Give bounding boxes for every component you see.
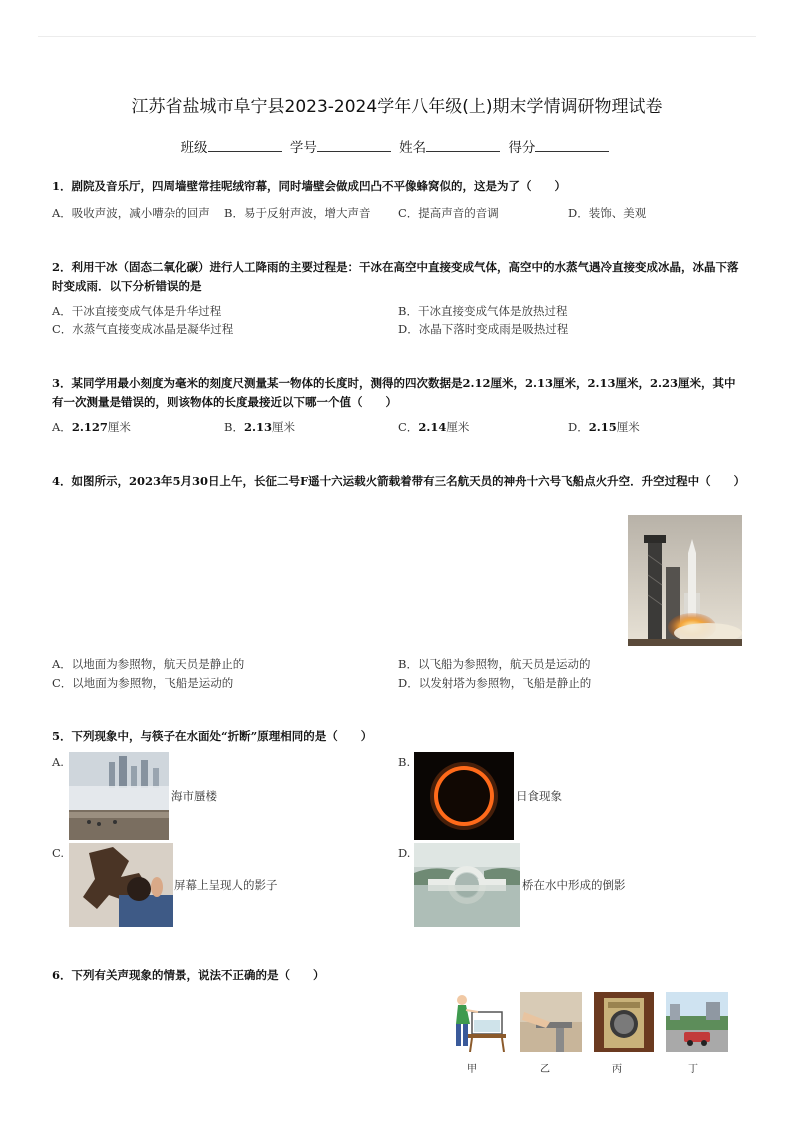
q3-b-unit: 厘米	[271, 420, 295, 434]
page-title: 江苏省盐城市阜宁县2023-2024学年八年级(上)期末学情调研物理试卷	[131, 97, 663, 117]
q4-option-a[interactable]: A．以地面为参照物，航天员是静止的	[52, 657, 245, 671]
q3-b-letter: B．	[224, 420, 244, 434]
question-4-stem: 4．如图所示，2023年5月30日上午，长征二号F遥十六运载火箭载着带有三名航天员的神舟十六号飞船点火升空．升空过程中（ ）	[52, 474, 746, 488]
id-blank[interactable]	[317, 139, 391, 152]
eclipse-image	[414, 752, 514, 840]
q3-a-unit: 厘米	[107, 420, 131, 434]
q3-option-c[interactable]	[398, 419, 469, 435]
question-1-stem: 1．剧院及音乐厅，四周墙壁常挂呢绒帘幕，同时墙壁会做成凹凸不平像蜂窝似的，这是为了（ ）	[52, 179, 566, 193]
bridge-reflection-image	[414, 843, 520, 927]
yi-image	[520, 992, 582, 1052]
question-6-stem: 6．下列有关声现象的情景，说法不正确的是（ ）	[52, 968, 325, 982]
q1-option-a[interactable]: A．吸收声波，减小嘈杂的回声	[52, 206, 210, 220]
q5-d-letter[interactable]: D.	[398, 846, 411, 860]
q2-option-d[interactable]: D．冰晶下落时变成雨是吸热过程	[398, 322, 569, 336]
mirage-image	[69, 752, 169, 840]
q1-option-b[interactable]: B．易于反射声波，增大声音	[224, 206, 371, 220]
header-rule	[38, 36, 756, 37]
class-blank[interactable]	[208, 139, 282, 152]
q5-b-caption[interactable]: 日食现象	[516, 789, 562, 803]
q3-d-value: 2.15	[588, 420, 617, 434]
q2-option-a[interactable]: A．干冰直接变成气体是升华过程	[52, 304, 222, 318]
class-label: 班级	[180, 140, 208, 156]
question-5-stem: 5．下列现象中，与筷子在水面处“折断”原理相同的是（ ）	[52, 729, 373, 743]
bing-image	[594, 992, 654, 1052]
question-3-stem: 3．某同学用最小刻度为毫米的刻度尺测量某一物体的长度时，测得的四次数据是2.12厘米，2.13厘米，2.13厘米，2.23厘米，其中有一次测量是错误的，则该物体的长度最接近以下哪一个值（ ）	[52, 376, 736, 409]
q5-b-letter[interactable]: B.	[398, 755, 411, 769]
q4-option-b[interactable]: B．以飞船为参照物，航天员是运动的	[398, 657, 591, 671]
q2-option-b[interactable]: B．干冰直接变成气体是放热过程	[398, 304, 568, 318]
score-blank[interactable]	[535, 139, 609, 152]
q5-a-caption[interactable]: 海市蜃楼	[171, 789, 217, 803]
question-2-stem: 2．利用干冰（固态二氧化碳）进行人工降雨的主要过程是：干冰在高空中直接变成气体，高空中的水蒸气遇冷直接变成冰晶，冰晶下落时变成雨．以下分析错误的是	[52, 260, 739, 293]
q3-a-value: 2.127	[71, 420, 108, 434]
name-blank[interactable]	[426, 139, 500, 152]
q5-a-letter[interactable]: A.	[52, 755, 64, 769]
q1-option-d[interactable]: D．装饰、美观	[568, 206, 647, 220]
q4-option-c[interactable]: C．以地面为参照物，飞船是运动的	[52, 676, 234, 690]
id-label: 学号	[289, 140, 317, 156]
q1-option-c[interactable]: C．提高声音的音调	[398, 206, 499, 220]
q3-option-d[interactable]	[568, 419, 640, 435]
q5-d-caption[interactable]: 桥在水中形成的倒影	[522, 878, 626, 892]
image-label-jia: 甲	[467, 1064, 477, 1075]
q3-d-letter: D．	[568, 420, 589, 434]
ding-image	[666, 992, 728, 1052]
image-label-bing: 丙	[612, 1064, 622, 1075]
rocket-launch-image	[628, 515, 742, 646]
image-label-ding: 丁	[688, 1064, 698, 1075]
q5-c-caption[interactable]: 屏幕上呈现人的影子	[174, 878, 278, 892]
image-label-yi: 乙	[540, 1064, 550, 1075]
jia-image	[448, 990, 512, 1052]
q3-c-letter: C．	[398, 420, 419, 434]
q4-option-d[interactable]: D．以发射塔为参照物，飞船是静止的	[398, 676, 592, 690]
q3-d-unit: 厘米	[616, 420, 640, 434]
shadow-image	[69, 843, 173, 927]
q2-option-c[interactable]: C．水蒸气直接变成冰晶是凝华过程	[52, 322, 234, 336]
score-label: 得分	[508, 140, 536, 156]
q5-c-letter[interactable]: C.	[52, 846, 65, 860]
q3-a-letter: A．	[52, 420, 72, 434]
q3-b-value: 2.13	[243, 420, 272, 434]
name-label: 姓名	[399, 140, 427, 156]
q3-option-a[interactable]	[52, 419, 131, 435]
q3-c-value: 2.14	[418, 420, 447, 434]
q3-option-b[interactable]	[224, 419, 295, 435]
q3-c-unit: 厘米	[446, 420, 470, 434]
student-info-line	[0, 136, 794, 156]
